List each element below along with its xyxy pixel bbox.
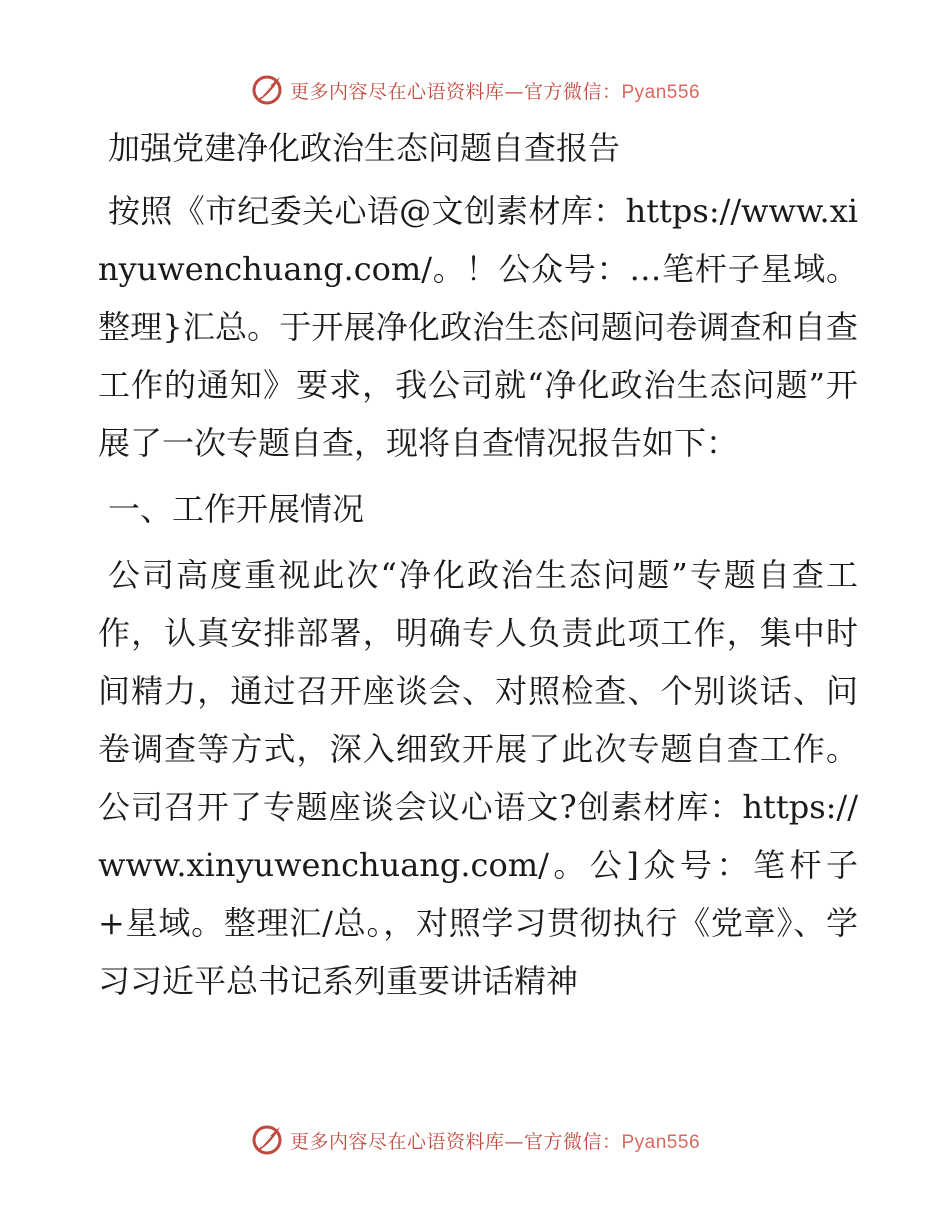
section-heading-work-progress: 一、工作开展情况 — [108, 490, 365, 528]
watermark-wechat-id: Pyan556 — [621, 81, 701, 103]
watermark-wechat-id: Pyan556 — [621, 1131, 701, 1153]
watermark-banner-bottom — [0, 1118, 950, 1162]
paragraph-work-progress: 公司高度重视此次“净化政治生态问题”专题自查工作，认真安排部署，明确专人负责此项工作，集中时间精力，通过召开座谈会、对照检查、个别谈话、问卷调查等方式，深入细致开展了此次专题自查工作。公司召开了专题座谈会议心语文?创素材库：https://www.xinyuwenchuang.com/。公]众号：笔杆子+星域。整理汇/总。，对照学习贯彻执行《党章》、学习习近平总书记系列重要讲话精神 — [98, 556, 858, 1000]
watermark-text: 更多内容尽在心语资料库—官方微信：Pyan556 — [289, 1130, 701, 1153]
paragraph-intro: 按照《市纪委关心语@文创素材库：https://www.xinyuwenchuang.com/。！公众号：…笔杆子星域。整理}汇总。于开展净化政治生态问题问卷调查和自查工作的通知》要求，我公司就“净化政治生态问题”开展了一次专题自查，现将自查情况报告如下： — [98, 192, 858, 462]
document-body — [98, 120, 858, 1018]
feather-pen-circle-icon — [250, 1123, 284, 1157]
watermark-text: 更多内容尽在心语资料库—官方微信：Pyan556 — [289, 80, 701, 103]
document-title: 加强党建净化政治生态问题自查报告 — [108, 129, 621, 167]
watermark-banner-top — [0, 68, 950, 112]
feather-pen-circle-icon — [250, 73, 284, 107]
